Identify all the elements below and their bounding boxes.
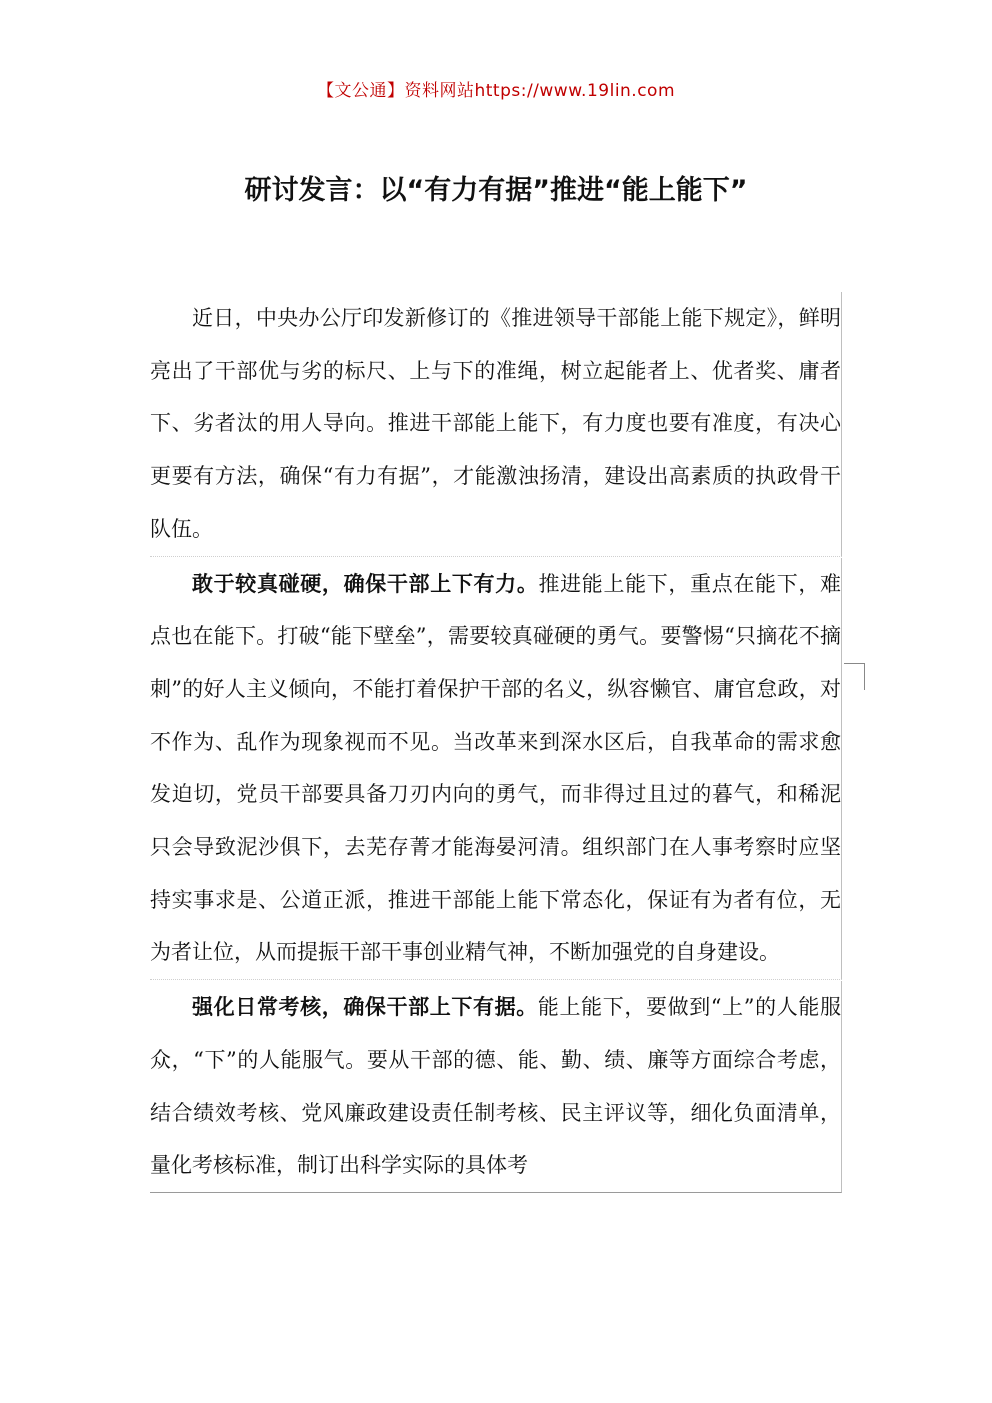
document-title: 研讨发言：以“有力有据”推进“能上能下” bbox=[244, 175, 748, 206]
section-heading: 敢于较真碰硬，确保干部上下有力。 bbox=[192, 571, 539, 596]
margin-corner-mark bbox=[844, 663, 865, 690]
paragraph-text: 能上能下，要做到“上”的人能服众，“下”的人能服气。要从干部的德、能、勤、绩、廉等方面综合考虑，结合绩效考核、党风廉政建设责任制考核、民主评议等，细化负面清单，量化考核标准，制订出科学实际的具体考 bbox=[150, 995, 841, 1178]
document-body bbox=[150, 292, 842, 1193]
paragraph-text: 近日，中央办公厅印发新修订的《推进领导干部能上能下规定》，鲜明亮出了干部优与劣的标尺、上与下的准绳，树立起能者上、优者奖、庸者下、劣者汰的用人导向。推进干部能上能下，有力度也要有准度，有决心更要有方法，确保“有力有据”，才能激浊扬清，建设出高素质的执政骨干队伍。 bbox=[150, 306, 841, 541]
paragraph-intro bbox=[150, 292, 842, 556]
site-header: 【文公通】资料网站https://www.19lin.com bbox=[316, 81, 676, 101]
paragraph-section-2 bbox=[150, 981, 842, 1193]
paragraph-text: 推进能上能下，重点在能下，难点也在能下。打破“能下壁垒”，需要较真碰硬的勇气。要警惕“只摘花不摘刺”的好人主义倾向，不能打着保护干部的名义，纵容懒官、庸官怠政，对不作为、乱作为现象视而不见。当改革来到深水区后，自我革命的需求愈发迫切，党员干部要具备刀刃内向的勇气，而非得过且过的暮气，和稀泥只会导致泥沙俱下，去芜存菁才能海晏河清。组织部门在人事考察时应坚持实事求是、公道正派，推进干部能上能下常态化，保证有为者有位，无为者让位，从而提振干部干事创业精气神，不断加强党的自身建设。 bbox=[150, 571, 842, 965]
section-heading: 强化日常考核，确保干部上下有据。 bbox=[192, 995, 538, 1020]
paragraph-section-1 bbox=[150, 558, 842, 980]
